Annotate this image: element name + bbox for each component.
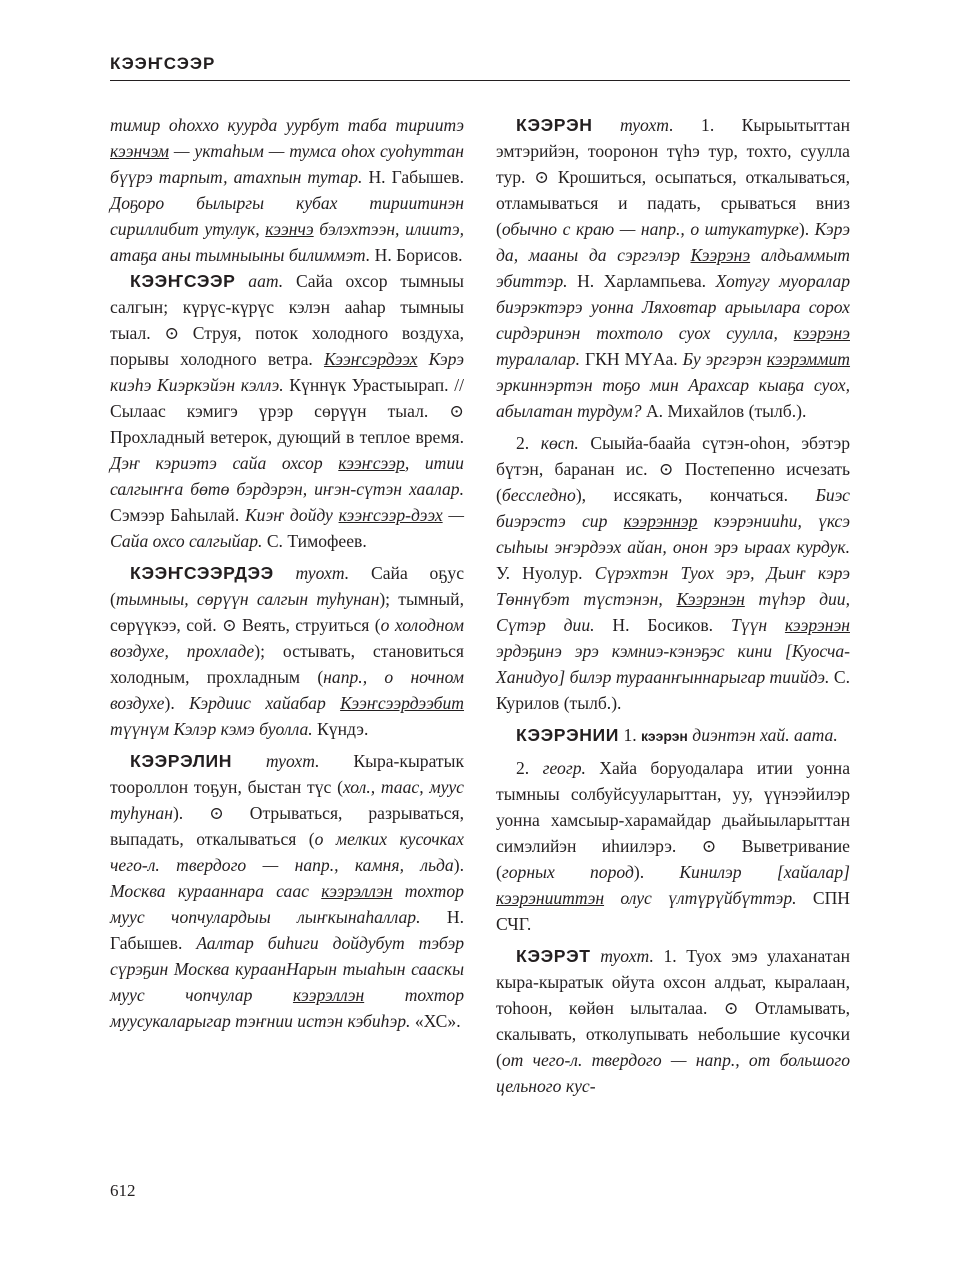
headword: КЭЭРЭЛИН (130, 751, 233, 771)
running-head: КЭЭҤСЭЭР (110, 54, 216, 73)
header-rule (110, 80, 850, 81)
entry-continuation: тимир оһоххо куурда уурбут таба тириитэ кээнчэм — уктаһым — тумса оһох суоһуттан бүүрэ тарпыт, атахпын тутар. Н. Габышев. Доҕоро былыргы кубах тириитинэн сириллибит утулук, кээнчэ бэлэхтээн, илиитэ, атаҕа аны тымныыны билиммэт. Н. Борисов. (110, 115, 465, 265)
entry-keerenii: КЭЭРЭНИИ 1. кээрэн диэнтэн хай. аата. (516, 725, 838, 745)
headword: КЭЭҤСЭЭРДЭЭ (130, 563, 274, 583)
entry-keeret: КЭЭРЭТ туохт. 1. Туох эмэ улаханатан кыра-кыратык ойута охсон алдьат, кыралаан, тоһоон, көйөн ылыталаа. ⊙ Отламывать, скалывать, отколупывать небольшие кусочки (от чего-л. твердого — напр., от большого цельного кус- (496, 946, 850, 1096)
entry-keerenii-sense-2: 2. геогр. Хайа боруодалара итии уонна тымныы солбуйсууларыттан, уу, үүнээйилэр уонна хамсыыр-харамайдар дьайыыларыттан симэлийэн иһиилэрэ. ⊙ Выветривание (горных пород). Кинилэр [хайалар] кээрэнииттэн олус үлтүрүйбүттэр. СПН СЧГ. (496, 758, 851, 934)
headword: КЭЭРЭТ (516, 946, 591, 966)
entry-keeren: КЭЭРЭН туохт. 1. Кырыытыттан эмтэрийэн, тооронон түһэ тур, тохто, суулла тур. ⊙ Крошиться, осыпаться, откалываться, отламываться и падать, срываться вниз (обычно с краю — напр., о штукатурке). Кэрэ да, мааны да сэргэлэр Кээрэнэ алдьаммыт эбиттэр. Н. Харлампьева. Хотугу муоралар биэрэктэрэ уонна Ляховтар арыылара сорох сирдэринэн тохтоло суох суулла, кээрэнэ туралалар. ГКН МҮАа. Бу эргэрэн кээрэммит эркиннэртэн тоҕо мин Арахсар кыаҕа суох, абылатан турдум? А. Михайлов (тылб.). (496, 115, 851, 421)
headword: КЭЭРЭН (516, 115, 593, 135)
entry-keerelin: КЭЭРЭЛИН туохт. Кыра-кыратык тоороллон тоҕун, быстан түс (хол., таас, муус туһунан). ⊙ Отрываться, разрываться, выпадать, откалываться (о мелких кусочках чего-л. твердого — напр., камня, льда). Москва курааннара саас кээрэллэн тохтор муус чопчулардыы лыҥкынаһаллар. Н. Габышев. Аалтар биһиги дойдубут тэбэр сүрэҕин Москва кураанНарын тыаһын сааскы муус чопчулар кээрэллэн тохтор муусукаларыгар тэҥнии истэн кэбиһэр. «ХС». (110, 751, 465, 1031)
left-column (110, 112, 464, 1034)
page-number: 612 (110, 1181, 136, 1200)
right-column (496, 112, 850, 1099)
headword: КЭЭРЭНИИ (516, 725, 620, 745)
entry-keeren-sense-2: 2. көсп. Сыыйа-баайа сүтэн-оһон, эбэтэр бүтэн, баранан ис. ⊙ Постепенно исчезать (бесследно), иссякать, кончаться. Биэс биэрэстэ сир кээрэннэр кээрэнииһи, үксэ сыһыы эҥэрдээх айан, онон эрэ ыраах курдук. У. Нуолур. Сүрэхтэн Туох эрэ, Дьиҥ кэрэ Төннүбэт түстэнэн, Кээрэнэн түһэр дии, Сүтэр дии. Н. Босиков. Түүн кээрэнэн эрдэҕинэ эрэ кэмниэ-кэнэҕэс кини [Куосча-Ханидуо] билэр тураанҥыннарыгар тиийдэ. С. Курилов (тылб.). (496, 433, 851, 713)
headword: КЭЭҤСЭЭР (130, 271, 236, 291)
entry-keensseer: КЭЭҤСЭЭР аат. Сайа охсор тымныы салгын; күрүс-күрүс кэлэн ааһар тымныы тыал. ⊙ Струя, поток холодного воздуха, порывы холодного ветра. Кээҥсэрдээх Кэрэ киэһэ Киэркэйэн кэллэ. Күннүк Урастыырап. // Сылаас кэмигэ үрэр сөрүүн тыал. ⊙ Прохладный ветерок, дующий в теплое время. Дэҥ кэриэтэ сайа охсор кээҥсээр, итии салгыҥҥа бөтө бэрдэрэн, иҥэн-сүтэн хаалар. Сэмээр Баһылай. Киэҥ дойду кээҥсээр-дээх — Сайа охсо салгыйар. С. Тимофеев. (110, 271, 465, 551)
entry-keensseerdee: КЭЭҤСЭЭРДЭЭ туохт. Сайа оҕус (тымныы, сөрүүн салгын туһунан); тымный, сөрүүкээ, сой. ⊙ Веять, струиться (о холодном воздухе, прохладе); остывать, становиться холодным, прохладным (напр., о ночном воздухе). Кэрдиис хайабар Кээҥсээрдээбит түүнүм Кэлэр кэмэ буолла. Күндэ. (110, 563, 465, 739)
